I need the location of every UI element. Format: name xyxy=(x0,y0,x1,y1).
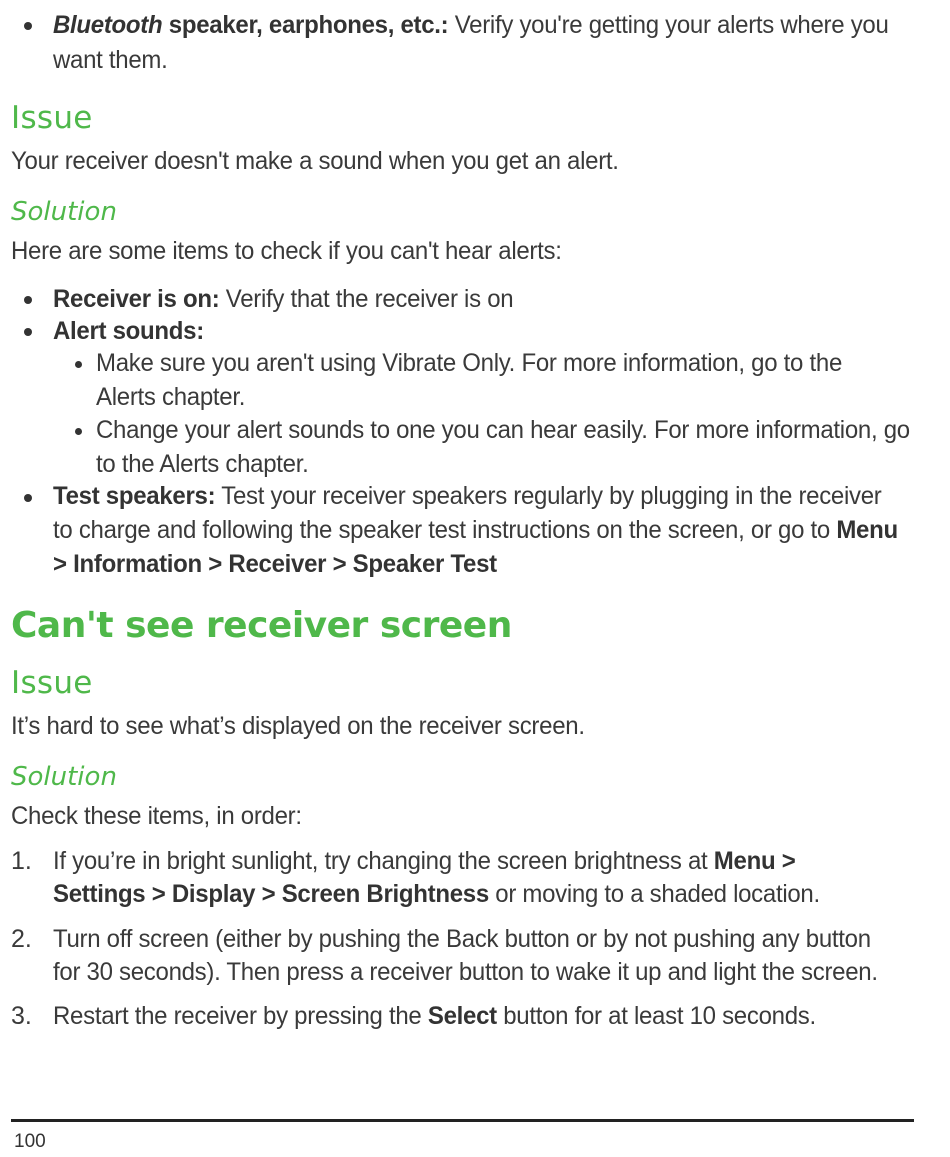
select-button-label: Select xyxy=(427,1002,497,1030)
sub-bullet-icon xyxy=(75,361,82,368)
solution-intro: Here are some items to check if you can't hear alerts: xyxy=(11,237,562,265)
menu-path-start: Menu xyxy=(836,516,898,544)
step-text: or moving to a shaded location. xyxy=(488,880,820,908)
step-text: button for at least 10 seconds. xyxy=(496,1002,816,1030)
solution-heading: Solution xyxy=(11,197,117,227)
step-line2: for 30 seconds). Then press a receiver button to wake it up and light the screen. xyxy=(53,958,878,986)
bullet-icon xyxy=(24,296,32,304)
page-number: 100 xyxy=(14,1131,46,1152)
bullet-icon xyxy=(24,328,32,336)
list-item-text: Verify that the receiver is on xyxy=(219,285,514,313)
sub-list-item-line2: Alerts chapter. xyxy=(96,383,246,411)
bluetooth-bullet-line2: want them. xyxy=(53,46,168,74)
step-number: 3. xyxy=(11,1002,32,1030)
issue-text: Your receiver doesn't make a sound when you get an alert. xyxy=(11,147,619,175)
issue-text: It’s hard to see what’s displayed on the receiver screen. xyxy=(11,712,585,740)
step-line1: Turn off screen (either by pushing the Back button or by not pushing any button xyxy=(53,925,871,953)
list-item-label: Alert sounds: xyxy=(53,317,204,345)
step-number: 1. xyxy=(11,847,32,875)
bullet-icon xyxy=(24,22,32,30)
bluetooth-label: Bluetooth xyxy=(53,11,163,39)
sub-list-item-line1: Make sure you aren't using Vibrate Only. For more information, go to the xyxy=(96,349,843,377)
list-item xyxy=(53,314,920,348)
test-speakers-line2 xyxy=(53,513,920,547)
step-text: If you’re in bright sunlight, try changing the screen brightness at xyxy=(53,847,714,875)
solution-intro: Check these items, in order: xyxy=(11,802,302,830)
test-speakers-text: Test your receiver speakers regularly by plugging in the receiver xyxy=(215,482,882,510)
step-line1 xyxy=(53,999,920,1033)
step-text: Restart the receiver by pressing the xyxy=(53,1002,428,1030)
list-item-label: Receiver is on: xyxy=(53,285,220,313)
bluetooth-label-rest: speaker, earphones, etc.: xyxy=(162,11,449,39)
step-number: 2. xyxy=(11,925,32,953)
bullet-icon xyxy=(24,494,32,502)
test-speakers-label: Test speakers: xyxy=(53,482,216,510)
sub-list-item-line1: Change your alert sounds to one you can hear easily. For more information, go xyxy=(96,416,910,444)
list-item xyxy=(53,282,920,316)
menu-path-start: Menu > xyxy=(713,847,796,875)
menu-path: Settings > Display > Screen Brightness xyxy=(53,880,489,908)
solution-heading: Solution xyxy=(11,762,117,792)
issue-heading: Issue xyxy=(11,100,93,136)
bluetooth-bullet-line1 xyxy=(53,8,920,42)
test-speakers-line1 xyxy=(53,479,920,513)
section-title: Can't see receiver screen xyxy=(11,605,512,646)
footer-divider xyxy=(11,1119,914,1122)
sub-bullet-icon xyxy=(75,428,82,435)
step-line1 xyxy=(53,844,920,878)
bluetooth-text: Verify you're getting your alerts where you xyxy=(448,11,889,39)
sub-list-item-line2: to the Alerts chapter. xyxy=(96,450,309,478)
menu-path: > Information > Receiver > Speaker Test xyxy=(53,550,497,578)
issue-heading: Issue xyxy=(11,665,93,701)
test-speakers-text2: to charge and following the speaker test instructions on the screen, or go to xyxy=(53,516,837,544)
step-line2 xyxy=(53,877,920,911)
